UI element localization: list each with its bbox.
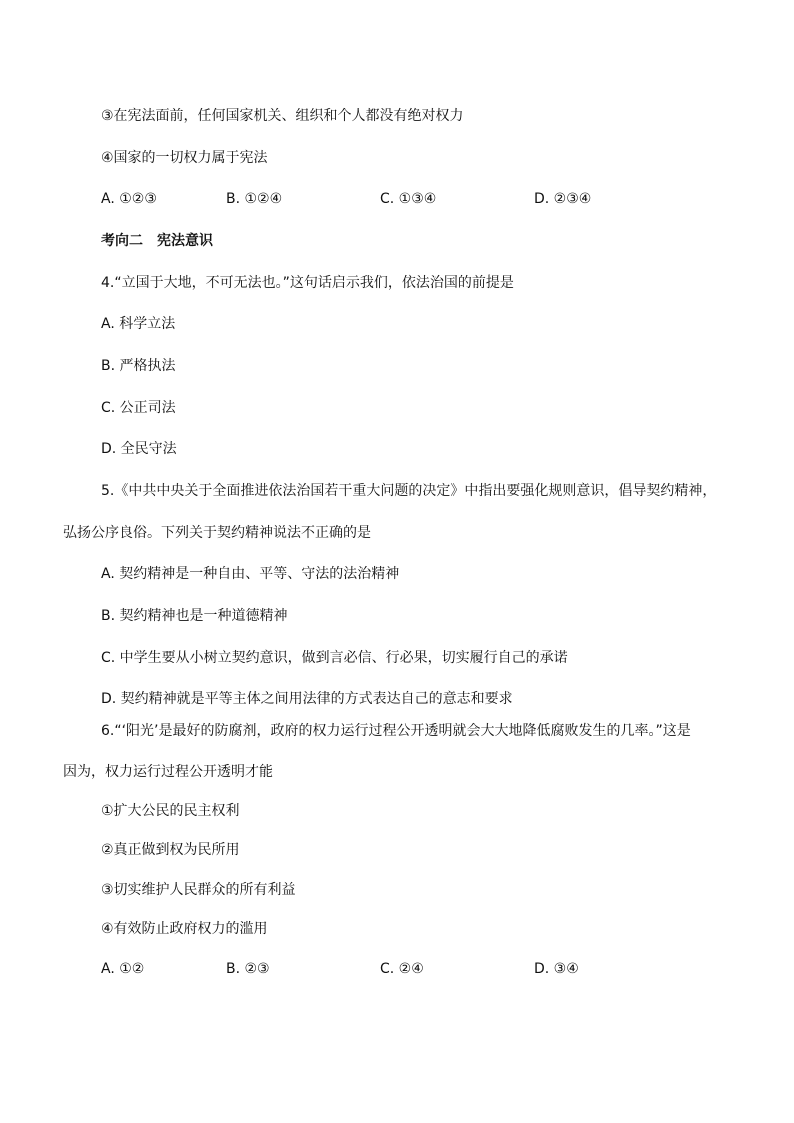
q3-option-a[interactable]: A. ①②③ bbox=[101, 191, 157, 207]
statement-4: ④国家的一切权力属于宪法 bbox=[101, 150, 268, 166]
q3-option-d[interactable]: D. ②③④ bbox=[534, 191, 592, 207]
q6-statement-2: ②真正做到权为民所用 bbox=[101, 842, 240, 858]
q6-option-b[interactable]: B. ②③ bbox=[226, 961, 270, 977]
q6-statement-3: ③切实维护人民群众的所有利益 bbox=[101, 882, 296, 898]
q6-stem-line2: 因为，权力运行过程公开透明才能 bbox=[63, 764, 273, 780]
q4-option-c[interactable]: C. 公正司法 bbox=[101, 400, 176, 416]
q3-option-c[interactable]: C. ①③④ bbox=[380, 191, 437, 207]
q6-option-c[interactable]: C. ②④ bbox=[380, 961, 424, 977]
q4-option-d[interactable]: D. 全民守法 bbox=[101, 441, 177, 457]
q5-stem-line1: 5.《中共中央关于全面推进依法治国若干重大问题的决定》中指出要强化规则意识，倡导契约精神， bbox=[101, 483, 717, 499]
q4-stem: 4.“立国于大地，不可无法也。”这句话启示我们，依法治国的前提是 bbox=[101, 275, 514, 291]
q6-statement-4: ④有效防止政府权力的滥用 bbox=[101, 921, 268, 937]
q6-option-a[interactable]: A. ①② bbox=[101, 961, 145, 977]
q3-option-b[interactable]: B. ①②④ bbox=[226, 191, 283, 207]
q5-option-c[interactable]: C. 中学生要从小树立契约意识，做到言必信、行必果，切实履行自己的承诺 bbox=[101, 650, 568, 666]
q4-option-b[interactable]: B. 严格执法 bbox=[101, 358, 176, 374]
q5-option-a[interactable]: A. 契约精神是一种自由、平等、守法的法治精神 bbox=[101, 566, 400, 582]
q6-option-d[interactable]: D. ③④ bbox=[534, 961, 579, 977]
q6-stem-line1: 6.“‘阳光’是最好的防腐剂，政府的权力运行过程公开透明就会大大地降低腐败发生的几率。”这是 bbox=[101, 723, 691, 739]
section-heading: 考向二 宪法意识 bbox=[101, 233, 213, 249]
q5-stem-line2: 弘扬公序良俗。下列关于契约精神说法不正确的是 bbox=[63, 525, 371, 541]
q6-statement-1: ①扩大公民的民主权利 bbox=[101, 803, 240, 819]
q5-option-b[interactable]: B. 契约精神也是一种道德精神 bbox=[101, 608, 288, 624]
statement-3: ③在宪法面前，任何国家机关、组织和个人都没有绝对权力 bbox=[101, 108, 464, 124]
q5-option-d[interactable]: D. 契约精神就是平等主体之间用法律的方式表达自己的意志和要求 bbox=[101, 691, 513, 707]
q4-option-a[interactable]: A. 科学立法 bbox=[101, 316, 176, 332]
